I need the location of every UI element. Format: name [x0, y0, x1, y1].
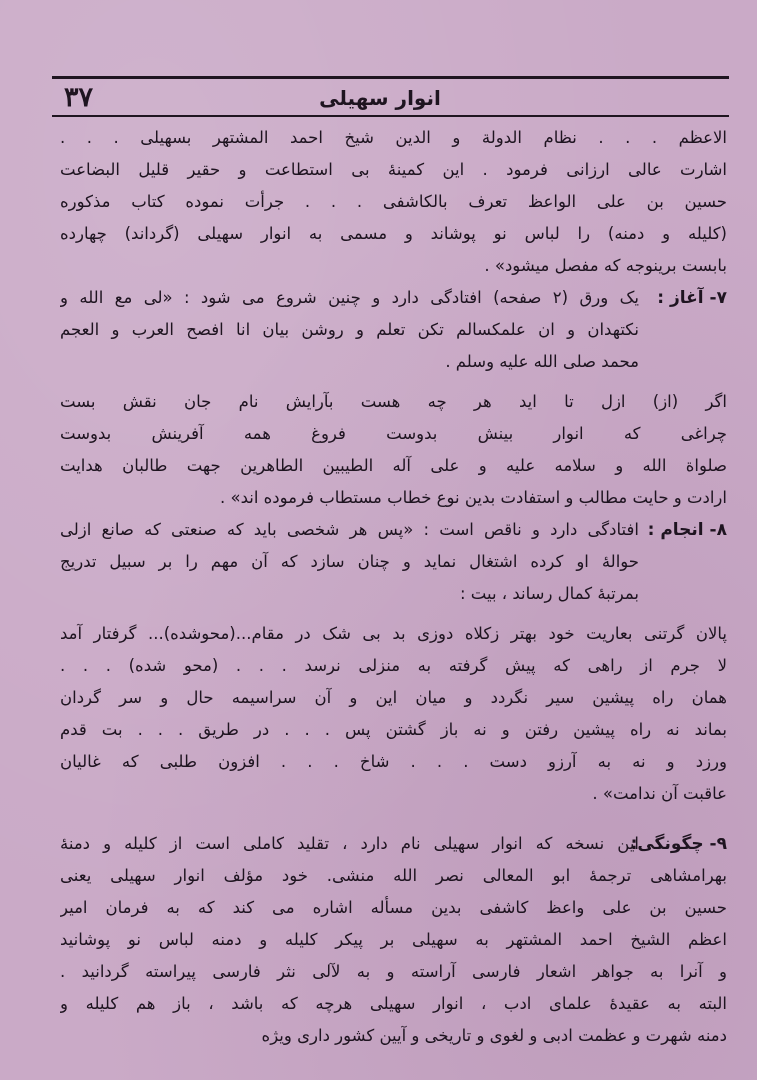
text-line: و آنرا به جواهر اشعار فارسی آراسته و به لآلی نثر فارسی پیراسته گردانید . [60, 962, 727, 981]
section-chegunagi [60, 828, 727, 1052]
header-rule-top [52, 76, 729, 79]
section-aghaz [60, 282, 727, 514]
intro-paragraph [60, 122, 727, 282]
text-line: حسین بن علی واعظ کاشفی بدین مسأله اشاره می کند که به فرمان امیر [60, 898, 727, 917]
section-paragraph [60, 618, 727, 810]
page-number: ۳۷ [64, 82, 94, 113]
text-line: این نسخه که انوار سهیلی نام دارد ، تقلید کاملی است از کلیله و دمنهٔ [60, 834, 639, 853]
text-line: بابست برینوجه که مفصل میشود» . [484, 256, 727, 275]
text-line: محمد صلی الله علیه وسلم . [445, 352, 639, 371]
verse-line: چراغی که انوار بینش بدوست فروغ همه آفرینش بدوست [60, 424, 727, 443]
text-line: حسین بن علی الواعظ تعرف بالکاشفی . . . جرأت نموده کتاب مذکوره [60, 192, 727, 211]
text-line: البته به عقیدهٔ علمای ادب ، انوار سهیلی هرچه که باشد ، باز هم کلیله و [60, 994, 727, 1013]
text-line: الاعظم . . . نظام الدولة و الدین شیخ احمد المشتهر بسهیلی . . . [60, 128, 727, 147]
text-line: نکتهدان و ان علمکسالم تکن تعلم و روشن بیان انا افصح العرب و العجم [60, 320, 639, 339]
page-body [60, 122, 727, 1070]
section-paragraph [60, 386, 727, 514]
text-line: دمنه شهرت و عظمت ادبی و لغوی و تاریخی و آیین کشور داری ویژه [261, 1026, 727, 1045]
text-line: لا جرم از راهی که پیش گرفته به منزلی نرسد . . . (محو شده) . . . [60, 656, 727, 675]
text-line: ورزد و نه به آرزو دست . . . شاخ . . . افزون طلبی که غالیان [60, 752, 727, 771]
verse-line: اگر (از) ازل تا اید هر چه هست بآرایش نام جان نقش بست [60, 392, 727, 411]
section-label: ۸- انجام : [647, 520, 727, 540]
text-line: ارادت و حایت مطالب و استفادت بدین نوع خطاب مستطاب فرموده اند» . [219, 488, 727, 507]
section-anjam [60, 514, 727, 810]
text-line: یک ورق (۲ صفحه) افتادگی دارد و چنین شروع می شود : «لی مع الله و [60, 288, 639, 307]
text-line: (کلیله و دمنه) را لباس نو پوشاند و مسمی به انوار سهیلی (گرداند) چهارده [60, 224, 727, 243]
text-line: بماند نه راه پیشین رفتن و نه باز گشتن پس . . . در طریق . . . بت قدم [60, 720, 727, 739]
section-label: ۹- چگونگی: [630, 834, 727, 854]
text-line: بمرتبهٔ کمال رساند ، بیت : [459, 584, 639, 603]
section-paragraph [60, 282, 639, 378]
text-line: افتادگی دارد و ناقص است : «پس هر شخصی باید که صنعتی که صانع ازلی [60, 520, 639, 539]
text-line: اشارت عالی ارزانی فرمود . این کمینهٔ بی استطاعت و حقیر قلیل البضاعت [60, 160, 727, 179]
running-title: انوار سهیلی [319, 86, 441, 110]
section-label: ۷- آغاز : [657, 288, 727, 308]
section-paragraph [60, 514, 639, 610]
text-line: بهرامشاهی ترجمهٔ ابو المعالی نصر الله منشی. خود مؤلف انوار سهیلی یعنی [60, 866, 727, 885]
text-line: صلواة الله و سلامه علیه و علی آله الطیبین الطاهرین جهت طالبان هدایت [60, 456, 727, 475]
text-line: پالان گرتنی بعاریت خود بهتر زکلاه دوزی بد بی شک در مقام...(محوشده)... گرفتار آمد [60, 624, 727, 643]
text-line: عاقبت آن ندامت» . [592, 784, 727, 803]
text-line: اعظم الشیخ احمد المشتهر به سهیلی بر پیکر کلیله و دمنه لباس نو پوشانید [60, 930, 727, 949]
text-line: همان راه پیشین سیر نگردد و میان این و آن سراسیمه حال و سر گردان [60, 688, 727, 707]
header-rule-bottom [52, 115, 729, 117]
text-line: حوالهٔ او کرده اشتغال نماید و چنان سازد که آن مهم را بر سبیل تدریج [60, 552, 639, 571]
section-paragraph [60, 860, 727, 1052]
